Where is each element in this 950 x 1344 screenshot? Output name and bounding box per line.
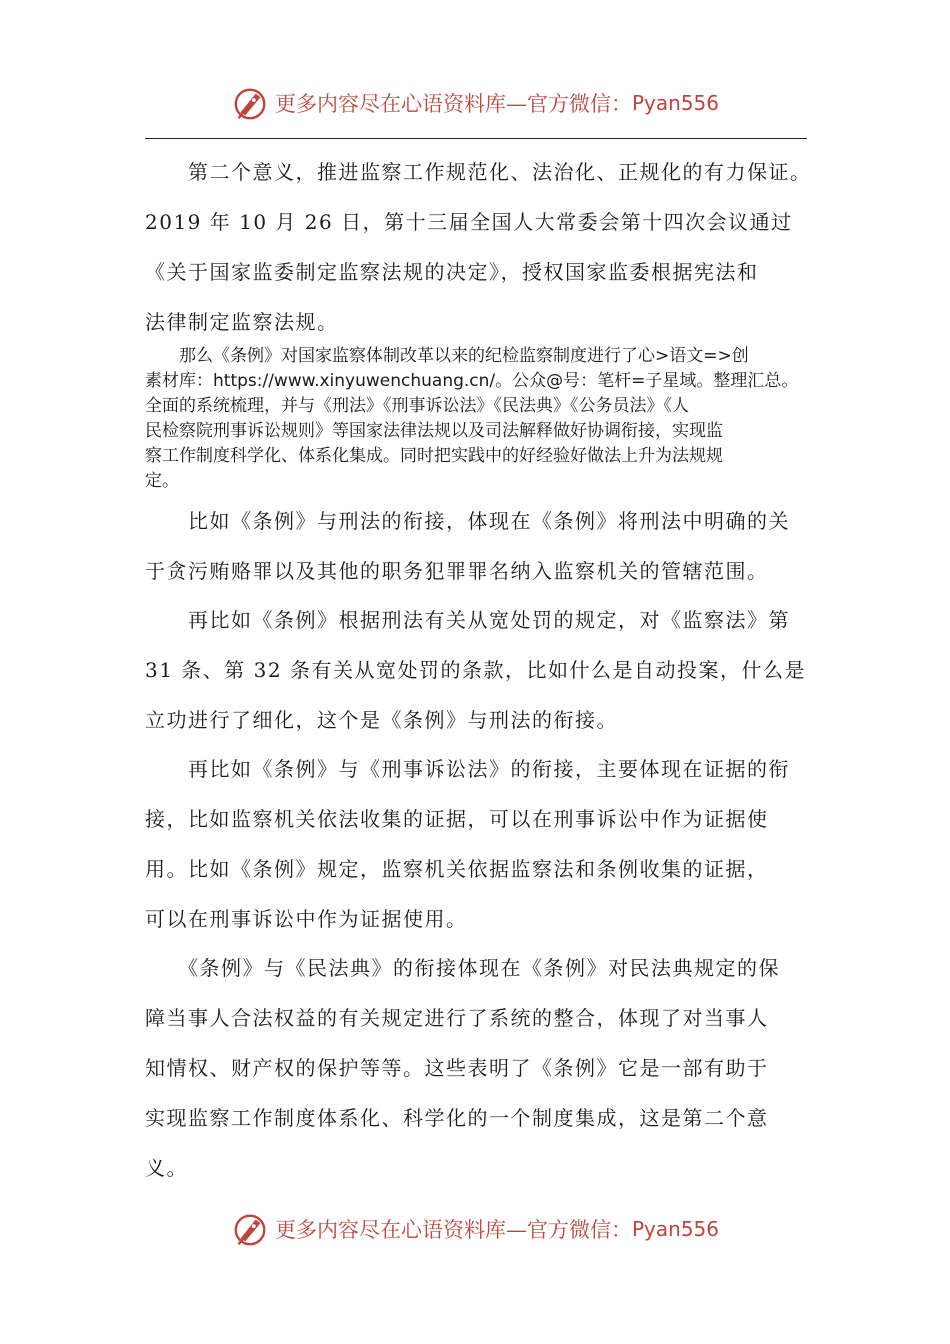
text-line: 素材库：https://www.xinyuwenchuang.cn/。公众@号：笔杆=子星域。整理汇总。 xyxy=(145,371,799,391)
text-line: 定。 xyxy=(145,471,179,491)
text-line: 再比如《条例》与《刑事诉讼法》的衔接，主要体现在证据的衔 xyxy=(145,757,790,781)
paragraph-3 xyxy=(145,496,807,596)
paragraph-1 xyxy=(145,147,812,347)
banner-wechat-id: Pyan556 xyxy=(631,1217,719,1241)
text-line: 民检察院刑事诉讼规则》等国家法律法规以及司法解释做好协调衔接，实现监 xyxy=(145,421,723,441)
text-line: 立功进行了细化，这个是《条例》与刑法的衔接。 xyxy=(145,708,618,732)
paragraph-2 xyxy=(145,344,825,494)
text-line: 31 条、第 32 条有关从宽处罚的条款，比如什么是自动投案，什么是 xyxy=(145,658,806,682)
text-line: 2019 年 10 月 26 日，第十三届全国人大常委会第十四次会议通过 xyxy=(145,210,793,234)
text-line: 义。 xyxy=(145,1156,188,1180)
paragraph-6 xyxy=(145,943,807,1193)
text-line: 全面的系统梳理，并与《刑法》《刑事诉讼法》《民法典》《公务员法》《人 xyxy=(145,396,689,416)
text-line: 再比如《条例》根据刑法有关从宽处罚的规定，对《监察法》第 xyxy=(145,608,790,632)
text-line: 知情权、财产权的保护等等。这些表明了《条例》它是一部有助于 xyxy=(145,1056,769,1080)
header-divider xyxy=(145,138,807,139)
text-line: 实现监察工作制度体系化、科学化的一个制度集成，这是第二个意 xyxy=(145,1106,769,1130)
text-line: 察工作制度科学化、体系化集成。同时把实践中的好经验好做法上升为法规规 xyxy=(145,446,723,466)
banner-wechat-id: Pyan556 xyxy=(631,91,719,115)
text-line: 第二个意义，推进监察工作规范化、法治化、正规化的有力保证。 xyxy=(145,160,812,184)
text-line: 比如《条例》与刑法的衔接，体现在《条例》将刑法中明确的关 xyxy=(145,509,790,533)
text-line: 《关于国家监委制定监察法规的决定》，授权国家监委根据宪法和 xyxy=(145,260,759,284)
text-line: 用。比如《条例》规定，监察机关依据监察法和条例收集的证据， xyxy=(145,857,769,881)
header-banner xyxy=(0,83,950,123)
text-line: 障当事人合法权益的有关规定进行了系统的整合，体现了对当事人 xyxy=(145,1006,769,1030)
text-line: 那么《条例》对国家监察体制改革以来的纪检监察制度进行了心>语文=>创 xyxy=(145,346,749,366)
text-line: 《条例》与《民法典》的衔接体现在《条例》对民法典规定的保 xyxy=(145,956,780,980)
pen-nib-circle-icon xyxy=(231,1210,269,1248)
banner-text: 更多内容尽在心语资料库—官方微信： xyxy=(274,1218,632,1242)
text-line: 可以在刑事诉讼中作为证据使用。 xyxy=(145,907,468,931)
text-line: 法律制定监察法规。 xyxy=(145,310,339,334)
pen-nib-circle-icon xyxy=(231,84,269,122)
footer-banner xyxy=(0,1209,950,1249)
text-line: 于贪污贿赂罪以及其他的职务犯罪罪名纳入监察机关的管辖范围。 xyxy=(145,559,769,583)
paragraph-5 xyxy=(145,744,807,944)
paragraph-4 xyxy=(145,595,807,745)
text-line: 接，比如监察机关依法收集的证据，可以在刑事诉讼中作为证据使 xyxy=(145,807,769,831)
banner-text: 更多内容尽在心语资料库—官方微信： xyxy=(274,92,632,116)
